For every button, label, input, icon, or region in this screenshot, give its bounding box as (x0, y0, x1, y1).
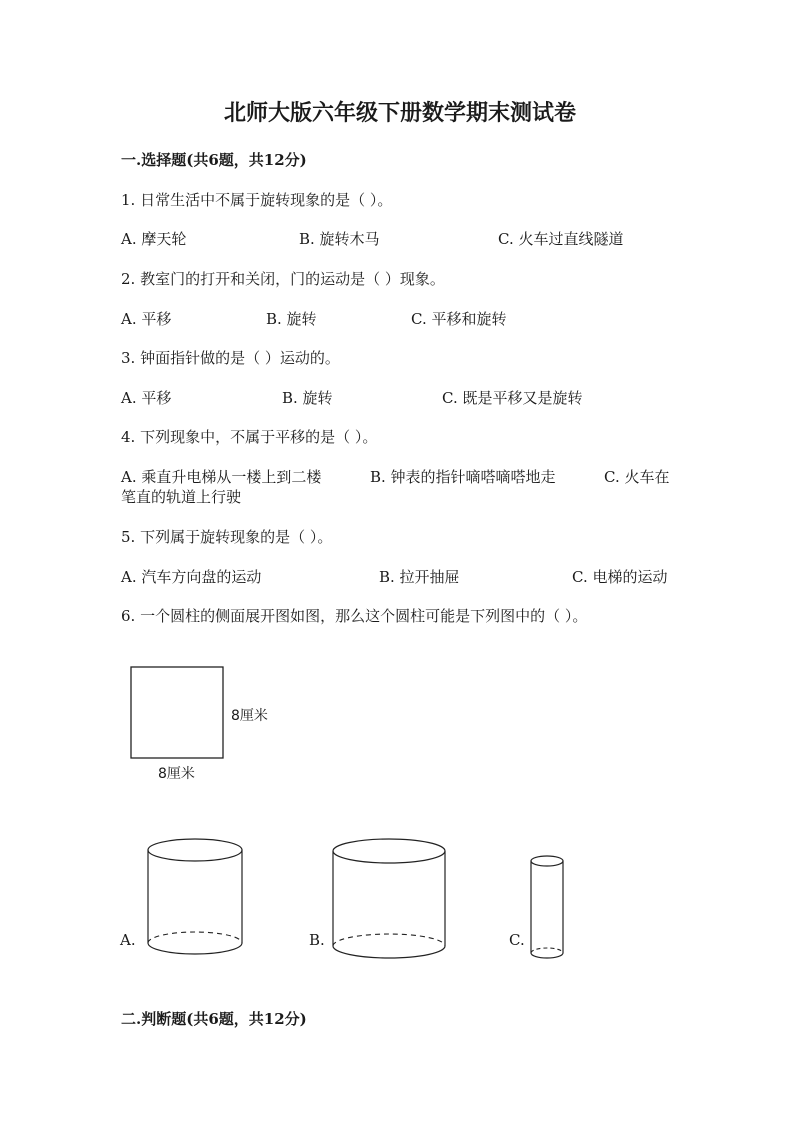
question-2-stem: 2. 教室门的打开和关闭，门的运动是（ ）现象。 (121, 270, 445, 288)
cylinder-c-label[interactable]: C. (509, 931, 525, 949)
cylinder-a-label[interactable]: A. (120, 931, 136, 949)
square-side-label: 8厘米 (231, 708, 268, 724)
question-3-option-c[interactable]: C. 既是平移又是旋转 (442, 389, 583, 407)
question-4-stem: 4. 下列现象中，不属于平移的是（ ）。 (121, 428, 378, 446)
question-3-option-a[interactable]: A. 平移 (121, 389, 172, 407)
cylinder-b (333, 839, 445, 958)
page-title: 北师大版六年级下册数学期末测试卷 (223, 100, 576, 126)
square-bottom-label: 8厘米 (158, 766, 195, 782)
question-1-stem: 1. 日常生活中不属于旋转现象的是（ ）。 (121, 191, 393, 209)
question-1-option-b[interactable]: B. 旋转木马 (299, 230, 380, 248)
question-5-option-b[interactable]: B. 拉开抽屉 (379, 568, 460, 586)
question-5-stem: 5. 下列属于旋转现象的是（ ）。 (121, 528, 333, 546)
question-4-option-a[interactable]: A. 乘直升电梯从一楼上到二楼 (121, 468, 322, 486)
cylinder-b-label[interactable]: B. (309, 931, 325, 949)
question-5-option-c[interactable]: C. 电梯的运动 (572, 568, 668, 586)
question-2-option-a[interactable]: A. 平移 (121, 310, 172, 328)
question-3-stem: 3. 钟面指针做的是（ ）运动的。 (121, 349, 340, 367)
cylinder-c (531, 856, 563, 958)
section-2-heading: 二.判断题(共6题，共12分) (121, 1010, 307, 1028)
question-4-option-b[interactable]: B. 钟表的指针嘀嗒嘀嗒地走 (370, 468, 556, 486)
question-3-option-b[interactable]: B. 旋转 (282, 389, 333, 407)
section-1-heading: 一.选择题(共6题，共12分) (121, 151, 307, 169)
question-5-option-a[interactable]: A. 汽车方向盘的运动 (121, 568, 262, 586)
question-2-option-c[interactable]: C. 平移和旋转 (411, 310, 507, 328)
question-4-option-c-continuation: 笔直的轨道上行驶 (121, 488, 242, 506)
question-4-option-c[interactable]: C. 火车在 (604, 468, 670, 486)
question-2-option-b[interactable]: B. 旋转 (266, 310, 317, 328)
question-1-option-a[interactable]: A. 摩天轮 (121, 230, 187, 248)
question-6-stem: 6. 一个圆柱的侧面展开图如图，那么这个圆柱可能是下列图中的（ ）。 (121, 607, 588, 625)
cylinder-a (148, 839, 242, 954)
question-1-option-c[interactable]: C. 火车过直线隧道 (498, 230, 624, 248)
